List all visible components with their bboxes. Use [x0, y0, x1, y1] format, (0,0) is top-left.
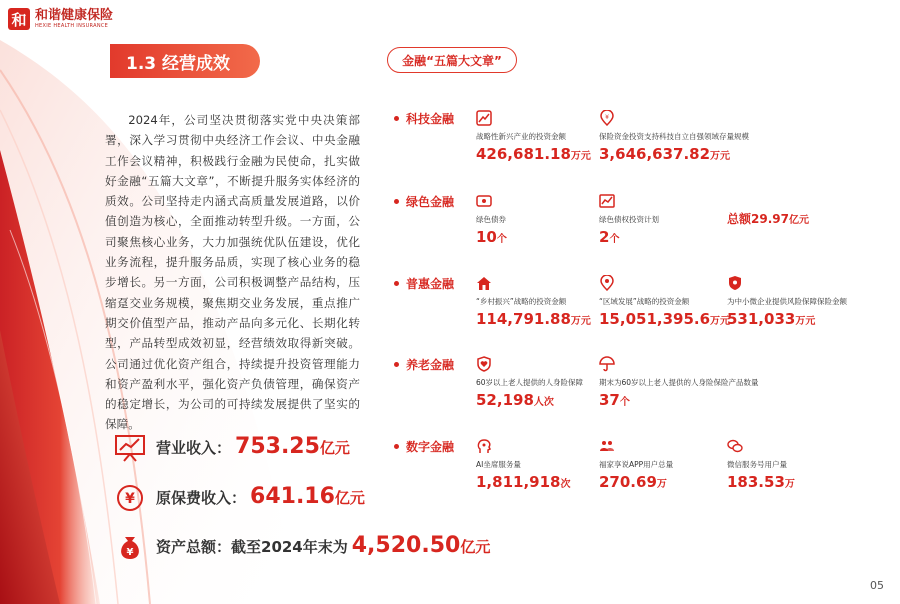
users-icon — [599, 438, 615, 454]
metric-unit: 个 — [609, 234, 620, 245]
yen-coin-icon — [114, 484, 146, 512]
metric-unit: 个 — [496, 234, 507, 245]
category-label: 绿色金融 — [406, 195, 455, 209]
metric-value: 270.69 — [599, 473, 657, 491]
metric-value: 531,033 — [727, 310, 796, 328]
metric-value: 37 — [599, 391, 620, 409]
section-title: 1.3 经营成效 — [110, 44, 260, 78]
line-chart-icon — [599, 193, 615, 209]
metric-strategic-emerging-investment — [476, 110, 591, 163]
category-digital-finance — [394, 438, 454, 455]
metric-unit: 万元 — [570, 316, 591, 327]
house-icon — [476, 275, 492, 291]
category-tech-finance — [394, 110, 454, 127]
logo-mark: 和 — [8, 8, 30, 30]
kpi-operating-revenue — [114, 434, 350, 462]
umbrella-icon — [599, 356, 615, 372]
kpi-unit: 亿元 — [460, 538, 491, 556]
kpi-value: 753.25 — [235, 434, 320, 459]
chart-board-icon — [114, 434, 146, 462]
metric-label: 60岁以上老人提供的人身险保障 — [476, 378, 584, 387]
metric-label: 福家享说APP用户总量 — [599, 460, 674, 469]
metric-value: 183.53 — [727, 473, 785, 491]
bullet-dot — [394, 199, 399, 204]
metric-label: 期末为60岁以上老人提供的人身险保险产品数量 — [599, 378, 759, 387]
metric-label: 绿色债权投资计划 — [599, 215, 659, 224]
metric-unit: 万 — [656, 479, 667, 490]
bullet-dot — [394, 281, 399, 286]
category-label: 科技金融 — [406, 112, 455, 126]
metric-unit: 个 — [619, 397, 630, 408]
kpi-premium-income — [114, 484, 365, 512]
svg-text:¥: ¥ — [125, 491, 135, 507]
category-green-finance — [394, 193, 454, 210]
metric-value: 114,791.88 — [476, 310, 571, 328]
metric-label: 绿色债券 — [476, 215, 506, 224]
metric-label: “区域发展”战略的投资金额 — [599, 297, 690, 306]
location-pin-icon — [599, 275, 615, 291]
kpi-unit: 亿元 — [334, 489, 365, 507]
page-number: 05 — [870, 579, 884, 592]
shield-heart-icon — [476, 356, 492, 372]
metric-app-users — [599, 438, 673, 491]
category-pension-finance — [394, 356, 454, 373]
metric-label: 战略性新兴产业的投资金额 — [476, 132, 566, 141]
bullet-dot — [394, 362, 399, 367]
metric-value: 426,681.18 — [476, 145, 571, 163]
metric-rural-revitalization — [476, 275, 591, 328]
ai-head-icon — [476, 438, 492, 454]
metric-value: 2 — [599, 228, 610, 246]
metric-value: 3,646,637.82 — [599, 145, 711, 163]
category-inclusive-finance — [394, 275, 454, 292]
metric-label: 为中小微企业提供风险保障保险金额 — [727, 297, 847, 306]
kpi-label: 资产总额：截至2024年末为 — [156, 538, 348, 556]
metric-regional-development — [599, 275, 730, 328]
metric-value: 总额29.97 — [727, 212, 789, 226]
shield-icon — [727, 275, 743, 291]
five-articles-tag: 金融“五篇大文章” — [387, 47, 517, 73]
metric-value: 1,811,918 — [476, 473, 561, 491]
metric-sme-risk-protection — [727, 275, 847, 328]
bullet-dot — [394, 444, 399, 449]
kpi-label: 原保费收入： — [156, 489, 247, 507]
metric-wechat-users — [727, 438, 795, 491]
metric-value: 15,051,395.6 — [599, 310, 711, 328]
kpi-total-assets — [114, 533, 490, 561]
metric-unit: 次 — [560, 479, 571, 490]
metric-ai-agent-service — [476, 438, 570, 491]
metric-unit: 人次 — [533, 397, 554, 408]
metric-label: 微信服务号用户量 — [727, 460, 787, 469]
metric-label: 保险资金投资支持科技自立自强领域存量规模 — [599, 132, 749, 141]
bond-icon — [476, 193, 492, 209]
kpi-label: 营业收入： — [156, 439, 232, 457]
money-bag-icon — [114, 533, 146, 561]
metric-unit: 万元 — [710, 151, 731, 162]
wechat-icon — [727, 438, 743, 454]
category-label: 普惠金融 — [406, 277, 455, 291]
metric-label: AI坐席服务量 — [476, 460, 521, 469]
logo-name-en: HEXIE HEALTH INSURANCE — [35, 23, 109, 29]
metric-green-total — [727, 207, 809, 227]
metric-label: “乡村振兴”战略的投资金额 — [476, 297, 567, 306]
metric-green-debt-plans — [599, 193, 659, 246]
metric-value: 52,198 — [476, 391, 534, 409]
svg-text:¥: ¥ — [126, 547, 134, 558]
intro-paragraph: 2024年，公司坚决贯彻落实党中央决策部署，深入学习贯彻中央经济工作会议、中央金融工作会议精神，积极践行金融为民使命，扎实做好金融“五篇大文章”，不断提升服务实体经济的质效。公司坚持走内涵式高质量发展道路，以价值创造为核心，全面推动转型升级。一方面，公司聚焦核心业务，大力加强统优队伍建设，优化业务流程，提升服务品质，实现了核心业务的稳步增长。另一方面，公司积极调整产品结构，压缩趸交业务规模，聚焦期交业务发展，重点推广期交价值型产品，推动产品向多元化、长期化转型，产品转型成效初显，经营绩效取得新突破。公司通过优化资产组合，持续提升投资管理能力和资产盈利水平，强化资产负债管理，确保资产的稳定增长，为公司的可持续发展提供了坚实的保障。 — [105, 113, 360, 432]
company-logo — [8, 8, 113, 30]
metric-unit: 亿元 — [788, 215, 809, 226]
category-label: 数字金融 — [406, 440, 455, 454]
metric-elderly-life-insurance — [476, 356, 583, 409]
metric-tech-self-reliance-scale — [599, 110, 749, 163]
metric-green-bonds — [476, 193, 507, 246]
metric-unit: 万元 — [710, 316, 731, 327]
kpi-value: 4,520.50 — [351, 533, 461, 558]
metric-unit: 万元 — [795, 316, 816, 327]
bullet-dot — [394, 116, 399, 121]
svg-text:¥: ¥ — [605, 114, 609, 121]
category-label: 养老金融 — [406, 358, 455, 372]
metric-unit: 万 — [784, 479, 795, 490]
yen-location-icon — [599, 110, 615, 126]
trend-chart-icon — [476, 110, 492, 126]
metric-unit: 万元 — [570, 151, 591, 162]
logo-name-cn: 和谐健康保险 — [35, 8, 114, 23]
kpi-unit: 亿元 — [319, 439, 350, 457]
metric-elderly-products — [599, 356, 759, 409]
kpi-value: 641.16 — [250, 484, 335, 509]
metric-value: 10 — [476, 228, 497, 246]
